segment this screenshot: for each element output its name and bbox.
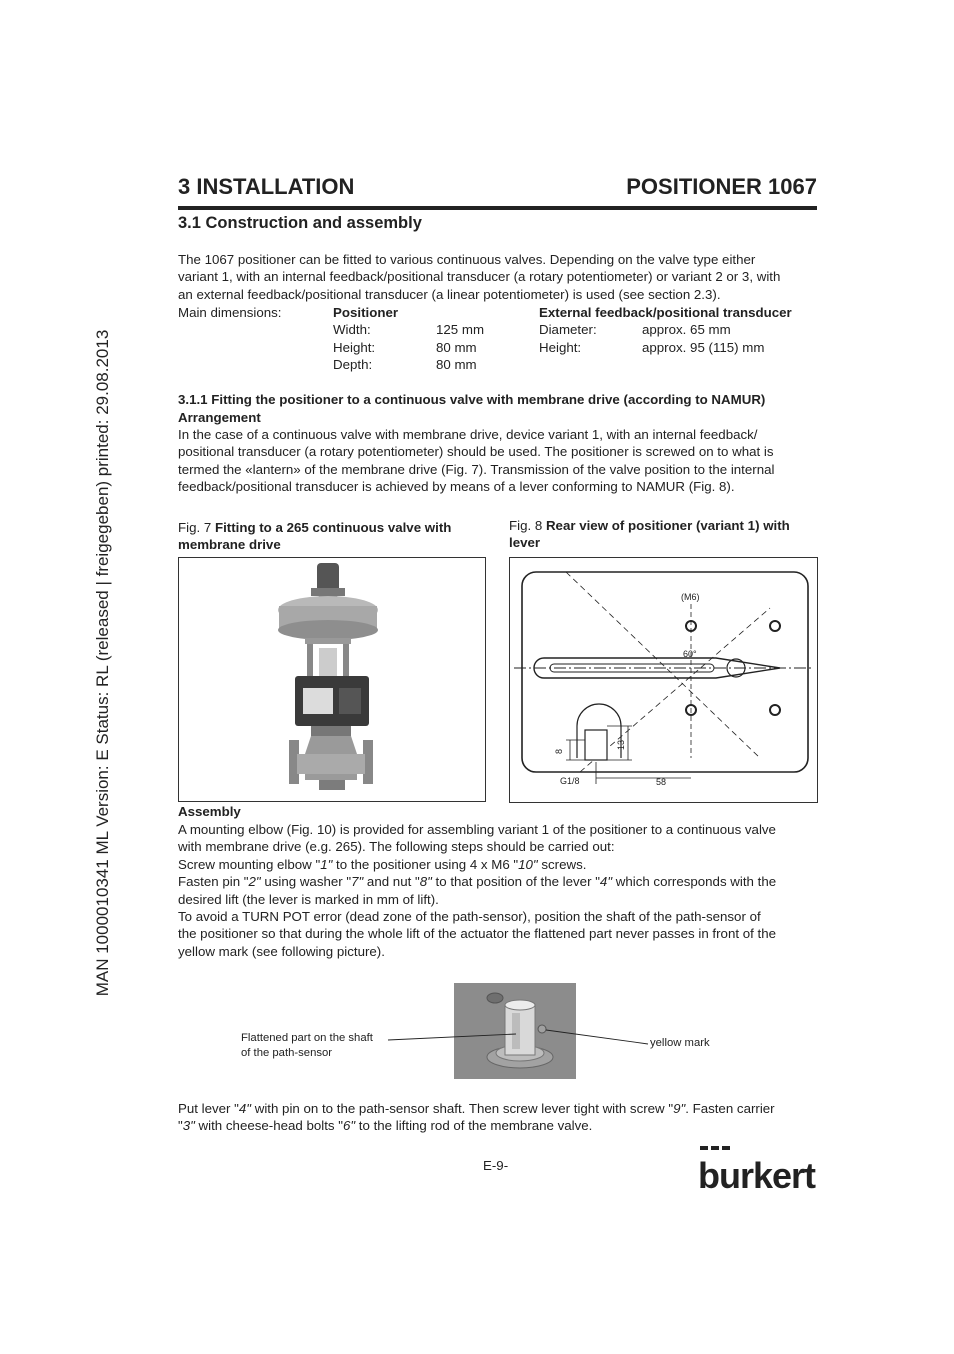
assembly-line: A mounting elbow (Fig. 10) is provided for assembling variant 1 of the positioner to a continuous valve (178, 822, 776, 837)
arrangement-line: positional transducer (a rotary potentiometer) should be used. The positioner is screwed on to what is (178, 444, 774, 460)
dim-name: Depth: (333, 357, 373, 372)
part-ref: 3" (182, 1118, 195, 1134)
positioner-heading: Positioner (333, 305, 399, 320)
external-transducer-heading: External feedback/positional transducer (539, 305, 792, 320)
arrangement-line: termed the «lantern» of the membrane drive (Fig. 7). Transmission of the valve position to the internal (178, 461, 775, 477)
logo-text: burkert (698, 1155, 816, 1192)
text-run: using washer " (260, 874, 352, 890)
part-ref: 7" (351, 874, 364, 890)
text-run: Put lever " (178, 1101, 239, 1116)
intro-line: variant 1, with an internal feedback/positional transducer (a rotary potentiometer) or variant 2 or 3, with (178, 269, 781, 285)
assembly-line (178, 873, 828, 890)
final-line (178, 1117, 828, 1134)
dim-name: Width: (333, 322, 371, 337)
fig7-valve-photo (178, 557, 486, 802)
text-run: with cheese-head bolts " (194, 1118, 343, 1134)
dim-name: Height: (539, 340, 582, 355)
page-header (178, 170, 817, 210)
assembly-heading: Assembly (178, 804, 241, 819)
assembly-line: To avoid a TURN POT error (dead zone of the path-sensor), position the shaft of the path-sensor of (178, 909, 761, 925)
part-ref: 10" (518, 856, 538, 872)
assembly-line (178, 856, 828, 873)
dim-13-label: 13 (616, 739, 626, 750)
fig7-prefix: Fig. 7 (178, 520, 215, 535)
final-paragraph (178, 1100, 828, 1135)
section-title: 3.1 Construction and assembly (178, 214, 422, 232)
fig8-title: Rear view of positioner (variant 1) with (545, 518, 790, 533)
assembly-line: with membrane drive (e.g. 265). The following steps should be carried out: (178, 839, 615, 855)
arrangement-heading: Arrangement (178, 410, 261, 425)
text-run: and nut " (363, 874, 420, 890)
text-run: Screw mounting elbow " (178, 856, 321, 872)
main-dimensions-label: Main dimensions: (178, 305, 282, 320)
text-run: screws. (537, 856, 587, 872)
arrangement-line: In the case of a continuous valve with membrane drive, device variant 1, with an internal feedback/ (178, 427, 758, 442)
product-title: POSITIONER 1067 (626, 174, 817, 199)
text-run: . Fasten carrier (685, 1101, 775, 1116)
text-run: Fasten pin " (178, 874, 249, 890)
text-run: " (178, 1118, 183, 1134)
label-line: Flattened part on the shaft (241, 1032, 373, 1044)
final-line (178, 1100, 828, 1117)
dim-58-label: 58 (656, 777, 667, 787)
intro-line: an external feedback/positional transducer (a linear potentiometer) is used (see section 2.3). (178, 286, 721, 302)
subsection-title: 3.1.1 Fitting the positioner to a continuous valve with membrane drive (according to NAMUR) (178, 392, 766, 407)
fig7-title: Fitting to a 265 continuous valve with (214, 520, 452, 535)
page-number: E-9- (483, 1158, 509, 1173)
status-text: MAN 1000010341 ML Version: E Status: RL (released | freigegeben) printed: 29.08.2013 (93, 329, 112, 997)
assembly-line: yellow mark (see following picture). (178, 943, 385, 959)
dim-value: 80 mm (436, 340, 477, 355)
arrangement-line: feedback/positional transducer is achieved by means of a lever conforming to NAMUR (Fig. 8). (178, 479, 735, 495)
text-run: to the lifting rod of the membrane valve. (355, 1118, 593, 1134)
fig8-prefix: Fig. 8 (509, 518, 546, 533)
assembly-line: desired lift (the lever is marked in mm of lift). (178, 891, 439, 907)
dim-8-label: 8 (554, 748, 564, 754)
part-ref: 6" (342, 1118, 356, 1134)
dim-value: approx. 95 (115) mm (642, 340, 765, 355)
text-run: which corresponds with the (612, 874, 777, 890)
flattened-part-label (241, 1031, 373, 1061)
part-ref: 2" (248, 874, 261, 890)
m6-label: (M6) (681, 592, 700, 602)
arrangement-paragraph (178, 426, 828, 496)
text-run: to that position of the lever " (431, 874, 600, 890)
label-line: of the path-sensor (241, 1047, 333, 1059)
dim-name: Diameter: (539, 322, 597, 337)
assembly-line: the positioner so that during the whole lift of the actuator the flattened part never passes in front of the (178, 926, 776, 942)
valve-illustration (179, 558, 485, 801)
assembly-paragraph (178, 821, 828, 960)
part-ref: 9" (673, 1101, 686, 1116)
logo-mark (698, 1140, 818, 1192)
photo-callout-lines (380, 1020, 660, 1060)
intro-line: The 1067 positioner can be fitted to various continuous valves. Depending on the valve type either (178, 252, 756, 267)
text-run: with pin on to the path-sensor shaft. Then screw lever tight with screw " (251, 1101, 674, 1116)
thread-g18-label: G1/8 (560, 776, 580, 786)
fig7-title: membrane drive (178, 537, 281, 552)
text-run: to the positioner using 4 x M6 " (332, 856, 519, 872)
part-ref: 4" (238, 1101, 252, 1116)
positioner-rear-view-drawing (510, 558, 817, 802)
yellow-mark-label: yellow mark (650, 1037, 710, 1049)
angle-label: 60° (683, 649, 697, 659)
dim-value: approx. 65 mm (642, 322, 731, 337)
burkert-logo (698, 1140, 818, 1192)
dim-value: 125 mm (436, 322, 485, 337)
chapter-title: 3 INSTALLATION (178, 174, 355, 199)
dim-value: 80 mm (436, 357, 477, 372)
fig8-caption (509, 517, 821, 551)
part-ref: 1" (320, 856, 333, 872)
part-ref: 8" (419, 874, 432, 890)
fig8-title: lever (509, 535, 541, 550)
part-ref: 4" (599, 874, 613, 890)
dim-name: Height: (333, 340, 376, 355)
intro-paragraph (178, 251, 828, 303)
fig8-technical-drawing (509, 557, 818, 803)
fig7-caption (178, 519, 488, 553)
